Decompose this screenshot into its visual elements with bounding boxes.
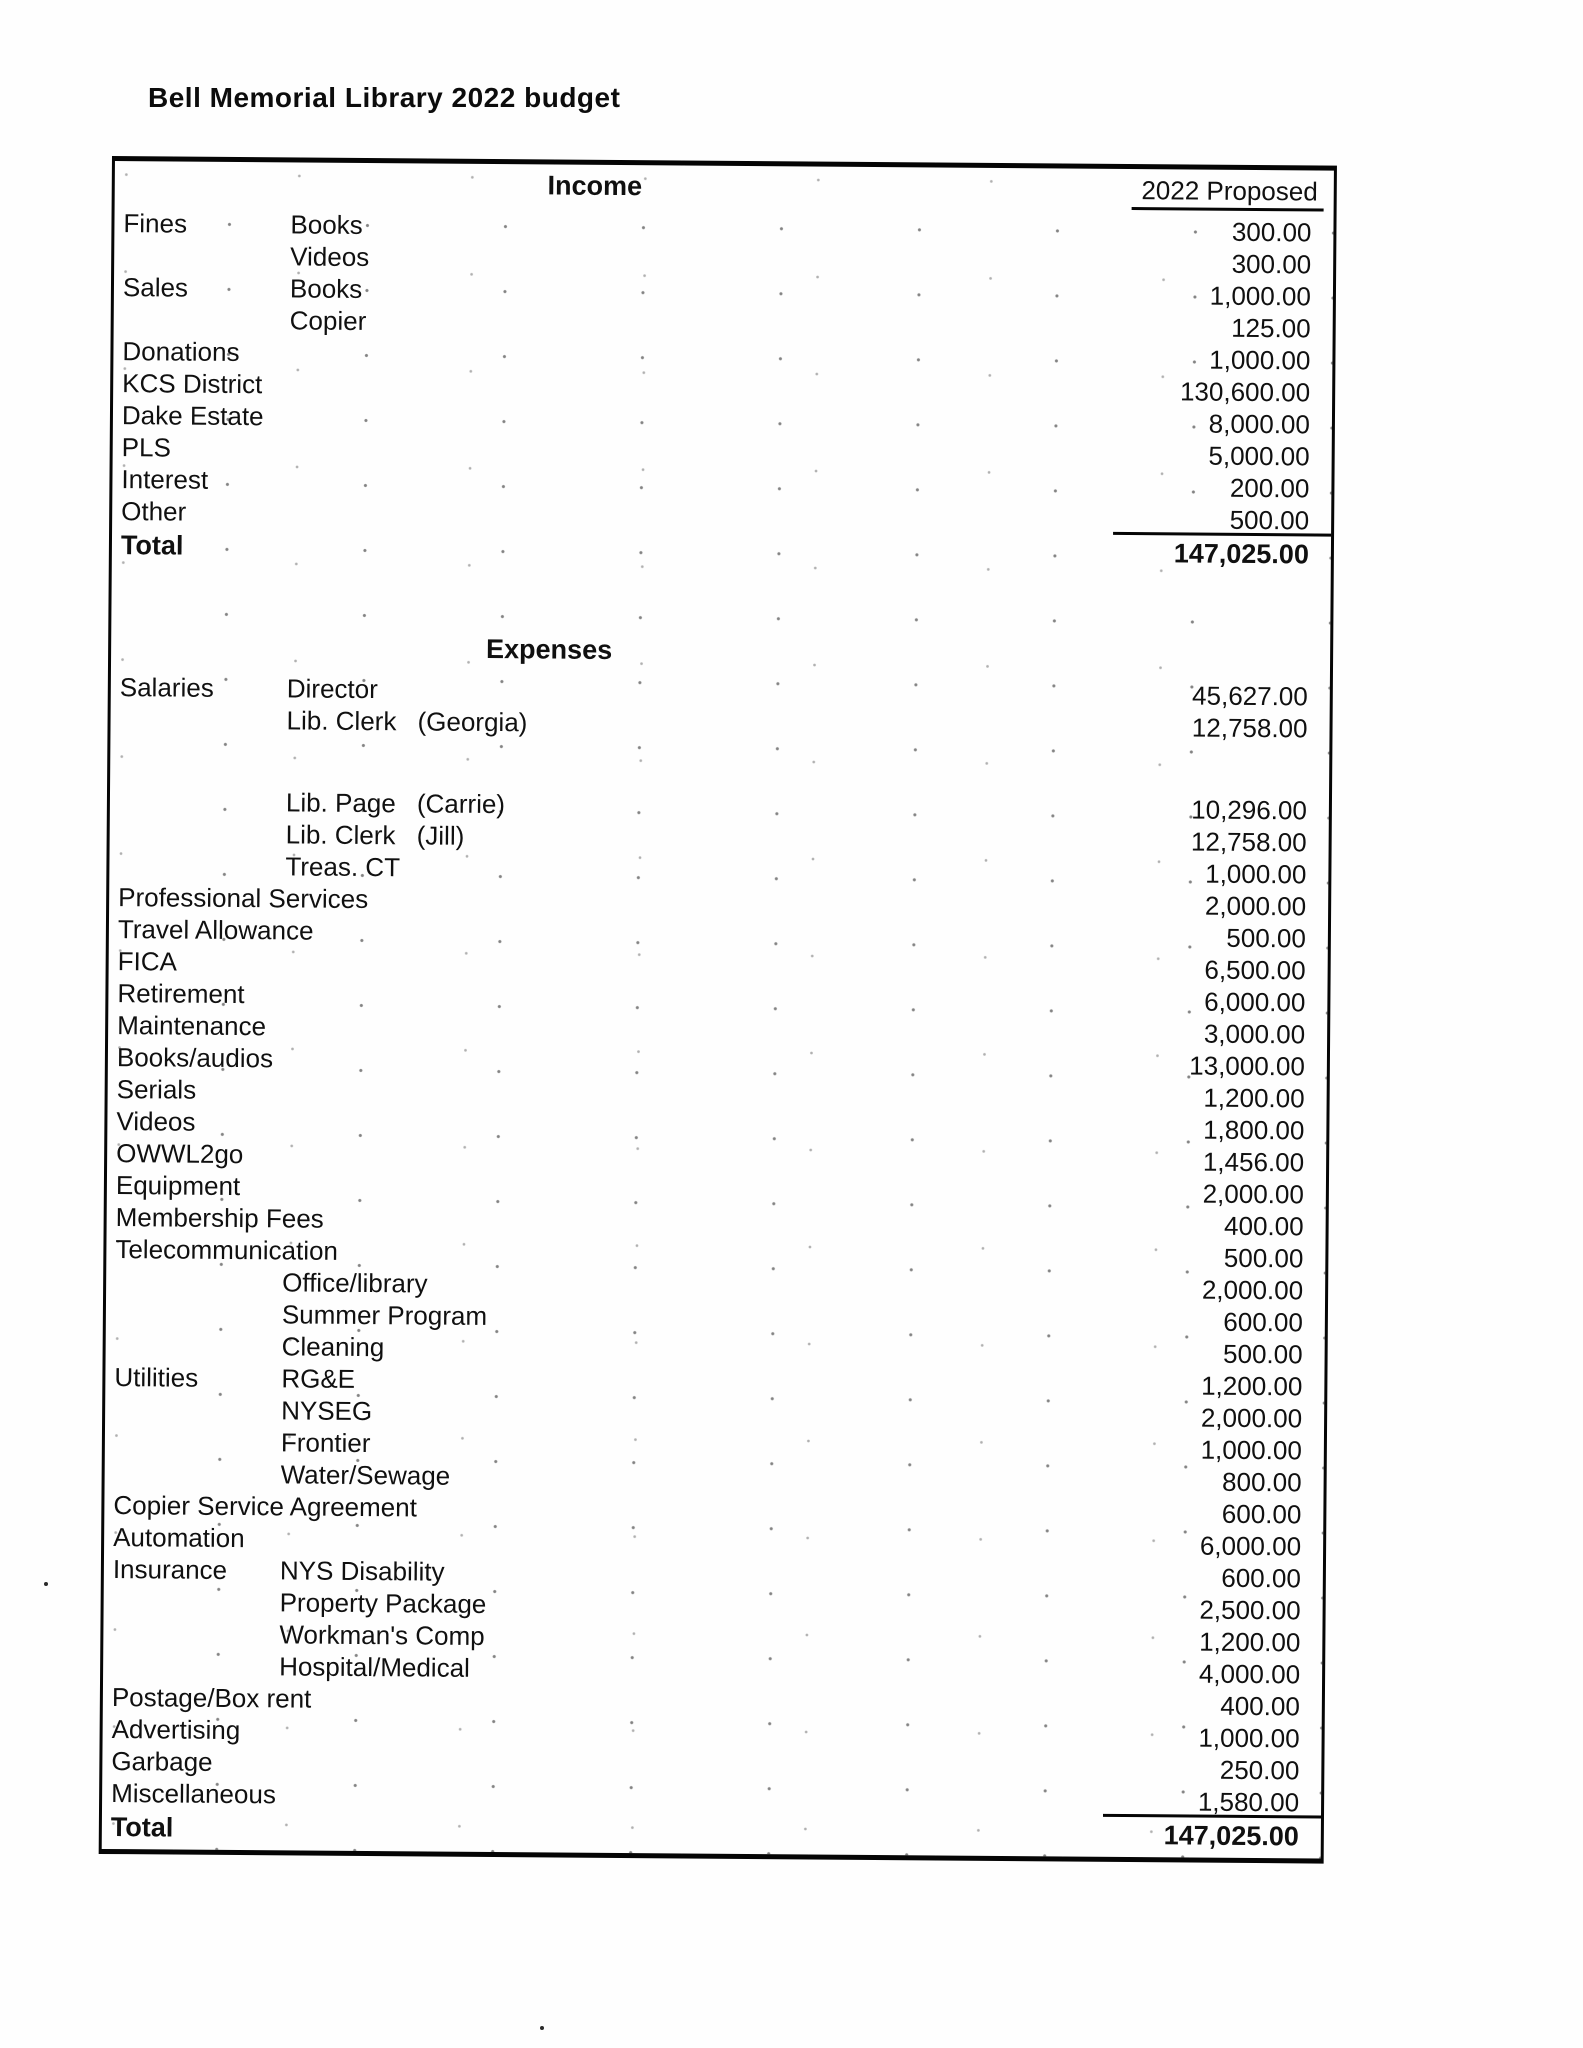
row-cat-label: OWWL2go — [116, 1138, 244, 1170]
row-value: 6,000.00 — [1199, 1530, 1302, 1562]
row-sub-label: Books — [290, 209, 363, 240]
row-value: 13,000.00 — [1189, 1050, 1306, 1082]
row-cat-label: Equipment — [115, 1170, 241, 1202]
row-value: 2,000.00 — [1201, 1274, 1304, 1306]
row-cat-label: KCS District — [122, 368, 263, 400]
row-sub-label — [284, 978, 415, 1011]
row-value: 200.00 — [1229, 472, 1310, 504]
row-sub-label — [283, 1170, 414, 1203]
row-value: 5,000.00 — [1208, 440, 1310, 472]
row-sub-label: Books — [289, 273, 363, 304]
row-value: 1,000.00 — [1209, 280, 1312, 312]
row-value: 1,000.00 — [1198, 1722, 1300, 1754]
row-value: 45,627.00 — [1192, 680, 1308, 712]
row-sub-label — [278, 1746, 409, 1779]
budget-table — [99, 156, 1337, 1864]
row-sub-label: Water/Sewage — [280, 1459, 451, 1491]
row-cat-label — [115, 1265, 282, 1298]
row-cat-label: Maintenance — [117, 1010, 267, 1042]
row-value: 500.00 — [1222, 1338, 1303, 1370]
row-value: 1,000.00 — [1205, 858, 1307, 890]
row-value: 600.00 — [1221, 1498, 1302, 1530]
row-sub-label: NYSEG — [281, 1395, 373, 1427]
row-cat-label: Membership Fees — [115, 1202, 324, 1234]
row-value: 500.00 — [1226, 922, 1307, 954]
row-cat-label — [114, 1457, 281, 1490]
row-sub-label — [289, 368, 420, 401]
section-gap — [111, 563, 1330, 637]
row-value: 400.00 — [1223, 1210, 1304, 1242]
row-sub-label — [315, 1683, 446, 1716]
row-sub-label — [284, 1010, 415, 1043]
row-sub-label — [372, 883, 503, 916]
row-sub-label: Summer Program — [281, 1299, 488, 1331]
row-cat-label: Travel Allowance — [117, 914, 314, 946]
row-cat-label: Books/audios — [116, 1042, 274, 1074]
row-cat-label: Copier Service Agreement — [113, 1490, 417, 1523]
row-value: 250.00 — [1219, 1754, 1300, 1786]
row-value: 2,000.00 — [1202, 1178, 1304, 1210]
proposed-2022-column-header: 2022 Proposed — [1131, 175, 1324, 212]
row-sub-label — [278, 1810, 409, 1847]
page-title: Bell Memorial Library 2022 budget — [148, 82, 621, 113]
row-sub-label — [289, 336, 420, 369]
income-rows — [112, 207, 1334, 573]
row-cat-label: Interest — [121, 464, 209, 495]
income-section-header-row — [115, 161, 1334, 217]
row-value: 400.00 — [1220, 1690, 1300, 1722]
row-sub-label: Copier — [289, 305, 367, 337]
row-value: 10,296.00 — [1191, 794, 1308, 826]
row-cat-label: Miscellaneous — [111, 1778, 277, 1810]
row-labels — [102, 1809, 1103, 1853]
row-cat-label — [114, 1425, 281, 1458]
row-sub-label: Lib. Page — [285, 787, 396, 819]
row-sub-label: Property Package — [279, 1587, 487, 1619]
row-sub-label: Cleaning — [281, 1331, 385, 1363]
row-sub-label: Lib. Clerk — [286, 705, 397, 737]
row-sub-label: Hospital/Medical — [279, 1651, 471, 1683]
row-value: 147,025.00 — [1163, 1820, 1299, 1852]
row-sub-label: RG&E — [281, 1363, 356, 1394]
row-sub-label — [284, 1042, 415, 1075]
row-sub-label: Frontier — [280, 1427, 371, 1459]
row-sub-label — [283, 1106, 414, 1139]
row-value: 500.00 — [1223, 1242, 1304, 1274]
row-value: 500.00 — [1113, 503, 1331, 537]
row-cat-label — [119, 785, 286, 818]
row-cat-label — [115, 1329, 282, 1362]
row-cat-label — [119, 703, 286, 736]
row-value: 4,000.00 — [1198, 1658, 1301, 1690]
row-sub-label: NYS Disability — [279, 1555, 445, 1587]
row-value: 125.00 — [1231, 312, 1311, 344]
row-sub-label — [421, 1491, 552, 1524]
row-cat-label: Professional Services — [118, 882, 369, 915]
row-sub-label — [328, 1203, 459, 1236]
row-cat-label: Postage/Box rent — [111, 1682, 312, 1714]
row-value: 1,580.00 — [1103, 1785, 1321, 1819]
row-value: 6,500.00 — [1204, 954, 1306, 986]
row-cat-label — [114, 1393, 281, 1426]
row-value: 12,758.00 — [1191, 712, 1308, 744]
row-cat-label — [112, 1649, 279, 1682]
row-note-label: (Georgia) — [417, 706, 528, 738]
expense-rows — [102, 671, 1330, 1855]
row-sub-label: Office/library — [282, 1267, 428, 1299]
row-cat-label: Serials — [116, 1074, 197, 1105]
row-cat-label: Videos — [116, 1106, 196, 1137]
row-cat-label — [118, 849, 285, 882]
row-cat-label — [119, 817, 286, 850]
row-sub-label — [289, 400, 420, 433]
row-value: 8,000.00 — [1208, 408, 1311, 440]
row-value: 600.00 — [1223, 1306, 1303, 1338]
scan-noise-dot — [44, 1582, 48, 1586]
row-cat-label — [115, 1297, 282, 1330]
row-value: 2,000.00 — [1204, 890, 1307, 922]
expenses-section-title: Expenses — [485, 633, 613, 665]
row-cat-label: Total — [120, 530, 184, 561]
row-sub-label — [317, 915, 448, 948]
row-value: 1,200.00 — [1199, 1626, 1301, 1658]
row-cat-label: Telecommunication — [115, 1234, 339, 1266]
row-cat-label: Retirement — [117, 978, 245, 1010]
row-cat-label: Advertising — [111, 1714, 241, 1746]
row-cat-label: FICA — [117, 946, 178, 977]
row-cat-label: Garbage — [111, 1746, 213, 1777]
row-cat-label: Utilities — [114, 1362, 199, 1393]
row-sub-label — [283, 1138, 414, 1171]
row-value: 6,000.00 — [1204, 986, 1306, 1018]
row-value: 300.00 — [1231, 248, 1312, 280]
row-value: 2,000.00 — [1200, 1402, 1303, 1434]
row-value: 1,000.00 — [1200, 1434, 1302, 1466]
row-sub-label: Director — [286, 673, 378, 705]
row-sub-label — [280, 1522, 411, 1555]
row-value: 1,200.00 — [1203, 1082, 1305, 1114]
row-value: 147,025.00 — [1173, 538, 1310, 570]
row-note-label: (Carrie) — [416, 788, 506, 820]
row-sub-label: Workman's Comp — [279, 1619, 485, 1651]
row-cat-label: Total — [110, 1812, 174, 1843]
row-cat-label: Insurance — [112, 1554, 228, 1585]
row-sub-label — [342, 1235, 473, 1268]
row-sub-label — [289, 432, 420, 465]
row-cat-label: PLS — [121, 432, 171, 463]
row-value: 2,500.00 — [1199, 1594, 1301, 1626]
row-cat-label — [123, 239, 290, 272]
row-cat-label: Sales — [122, 272, 189, 303]
row-sub-label — [288, 528, 419, 565]
row-cat-label: Donations — [122, 336, 240, 368]
row-value: 1,000.00 — [1209, 344, 1311, 376]
row-value: 1,456.00 — [1202, 1146, 1305, 1178]
row-cat-label: Fines — [123, 208, 188, 239]
row-sub-label — [288, 464, 419, 497]
row-sub-label — [279, 1714, 410, 1747]
scan-noise-dot — [540, 2026, 544, 2030]
row-value: 3,000.00 — [1203, 1018, 1306, 1050]
row-sub-label — [288, 496, 419, 529]
row-cat-label — [113, 1585, 280, 1618]
row-value: 130,600.00 — [1179, 376, 1311, 408]
income-section-title: Income — [547, 170, 643, 202]
row-cat-label: Salaries — [119, 672, 214, 703]
row-sub-label — [284, 1074, 415, 1107]
row-cat-label — [112, 1617, 279, 1650]
row-sub-label — [280, 1778, 411, 1811]
row-cat-label: Other — [121, 496, 187, 527]
row-cat-label — [123, 303, 290, 336]
row-sub-label — [285, 946, 416, 979]
row-value: 300.00 — [1231, 216, 1312, 248]
row-sub-label: Treas. CT — [285, 851, 401, 883]
row-sub-label: Lib. Clerk — [285, 819, 396, 851]
row-sub-label: Videos — [290, 241, 370, 273]
row-value: 1,800.00 — [1203, 1114, 1305, 1146]
row-value: 600.00 — [1221, 1562, 1301, 1594]
row-value: 1,200.00 — [1201, 1370, 1303, 1402]
row-note-label: (Jill) — [416, 820, 465, 851]
row-value: 12,758.00 — [1190, 826, 1307, 858]
row-cat-label: Automation — [113, 1522, 245, 1554]
row-cat-label: Dake Estate — [121, 400, 264, 432]
row-value: 800.00 — [1221, 1466, 1302, 1498]
